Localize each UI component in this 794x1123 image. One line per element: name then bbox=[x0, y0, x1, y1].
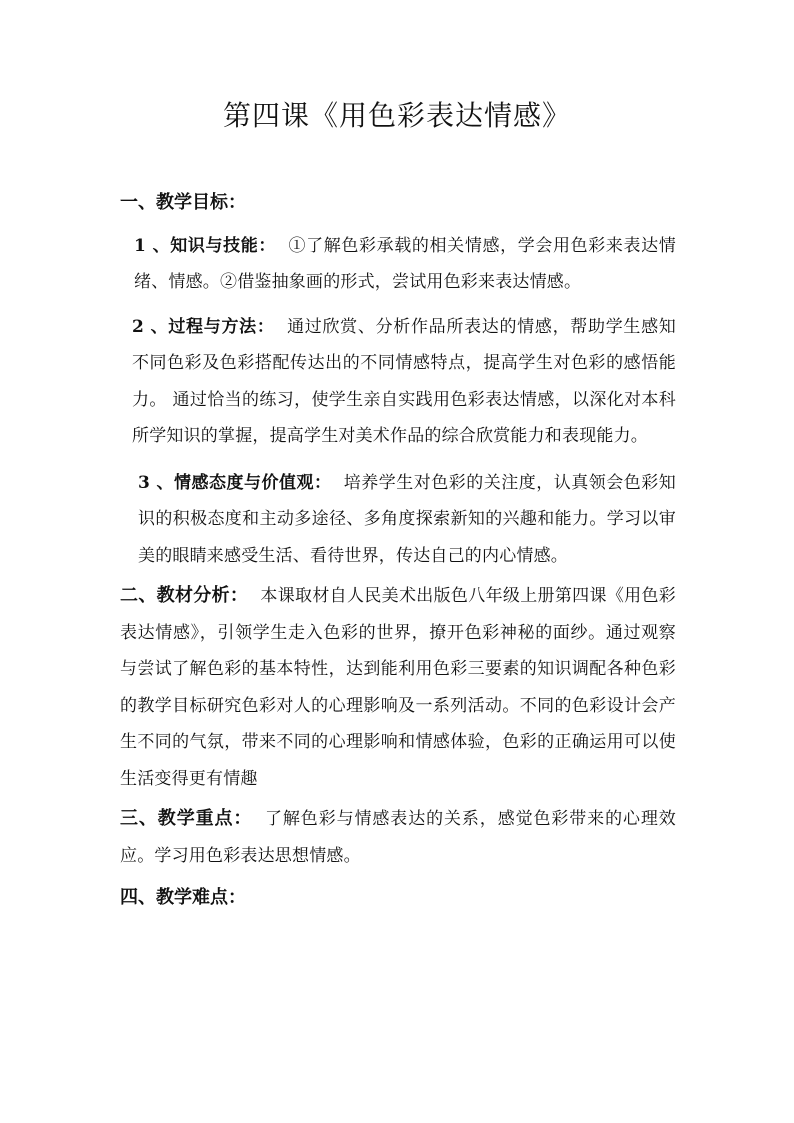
key-points-text: 了解色彩与情感表达的关系，感觉色彩带来的心理效应。学习用色彩表达思想情感。 bbox=[120, 809, 676, 866]
section-heading-analysis: 二、教材分析： bbox=[120, 585, 249, 606]
section-heading-objectives: 一、教学目标： bbox=[120, 192, 246, 213]
document-title: 第四课《用色彩表达情感》 bbox=[222, 99, 571, 132]
objective-attitudes-values-text: 培养学生对色彩的关注度，认真领会色彩知识的积极态度和主动多途径、多角度探索新知的兴趣和能力。学习以审美的眼睛来感受生活、看待世界，传达自己的内心情感。 bbox=[138, 472, 676, 566]
section-heading-difficulties: 四、教学难点： bbox=[120, 887, 246, 908]
textbook-analysis-text: 本课取材自人民美术出版色八年级上册第四课《用色彩表达情感》，引领学生走入色彩的世界，撩开色彩神秘的面纱。通过观察与尝试了解色彩的基本特性，达到能利用色彩三要素的知识调配各种色彩的教学目标研究色彩对人的心理影响及一系列活动。不同的色彩设计会产生不同的气氛，带来不同的心理影响和情感体验，色彩的正确运用可以使生活变得更有情趣 bbox=[120, 586, 676, 789]
objective-process-methods-text: 通过欣赏、分析作品所表达的情感，帮助学生感知不同色彩及色彩搭配传达出的不同情感特点，提高学生对色彩的感悟能力。 通过恰当的练习，使学生亲自实践用色彩表达情感，以深化对本科所学知识的掌握，提高学生对美术作品的综合欣赏能力和表现能力。 bbox=[132, 316, 676, 446]
objective-process-methods-label: 2 、过程与方法： bbox=[132, 316, 275, 337]
objective-process-methods bbox=[120, 309, 676, 455]
section-heading-key-points: 三、教学重点： bbox=[120, 808, 253, 829]
objective-knowledge-skills bbox=[120, 228, 676, 301]
section-textbook-analysis bbox=[120, 578, 676, 797]
objective-knowledge-skills-text: ①了解色彩承载的相关情感，学会用色彩来表达情绪、情感。②借鉴抽象画的形式，尝试用色彩来表达情感。 bbox=[134, 235, 676, 292]
section-key-points bbox=[120, 801, 676, 874]
objective-knowledge-skills-label: 1 、知识与技能： bbox=[134, 235, 277, 256]
document-body bbox=[120, 185, 676, 917]
objective-attitudes-values bbox=[120, 465, 676, 575]
objective-attitudes-values-label: 3 、情感态度与价值观： bbox=[138, 472, 332, 493]
